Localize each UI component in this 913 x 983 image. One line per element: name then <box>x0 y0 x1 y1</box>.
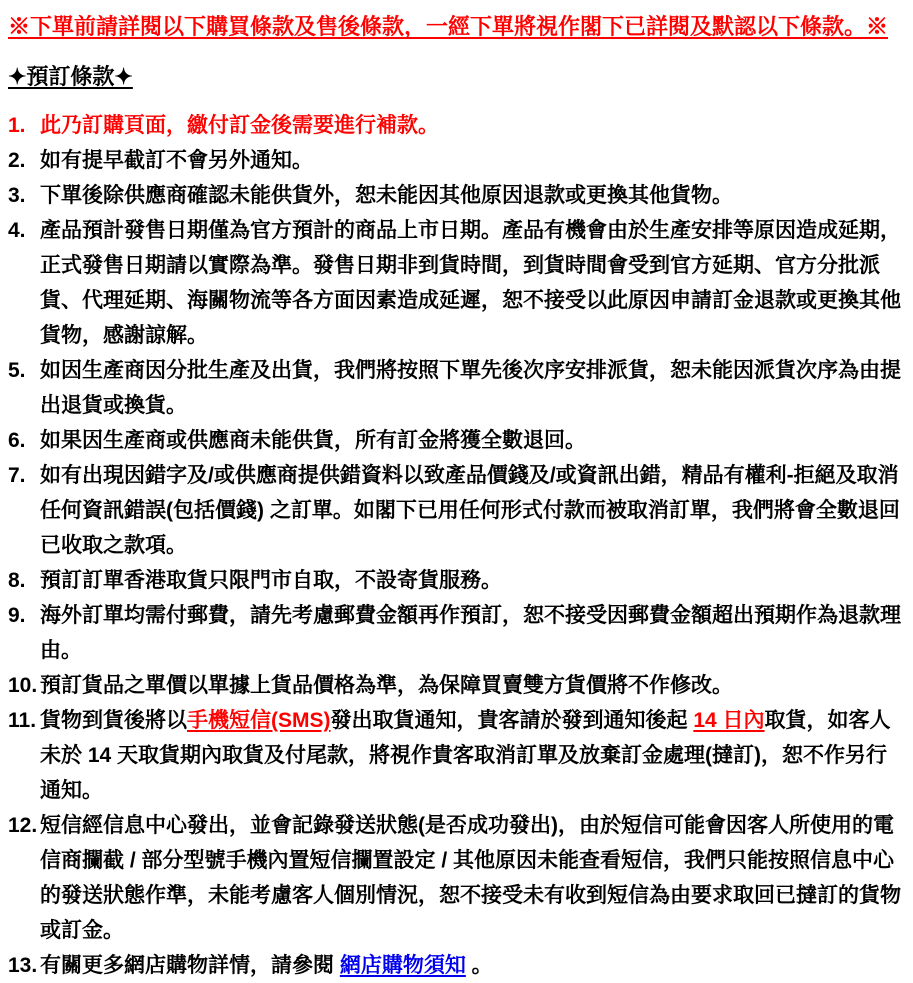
term-segment: 預訂訂單香港取貨只限門市自取，不設寄貨服務。 <box>40 569 502 592</box>
term-number: 1. <box>8 114 26 137</box>
term-text <box>40 219 901 347</box>
term-item-8 <box>8 563 905 598</box>
term-item-12 <box>8 808 905 948</box>
term-segment: 取貨，如客人未於 14 天取貨期內取貨及付尾款，將視作貴客取消訂單及放棄訂金處理(撻訂)，恕不作另行通知。 <box>40 709 891 802</box>
term-segment: 海外訂單均需付郵費，請先考慮郵費金額再作預訂，恕不接受因郵費金額超出預期作為退款理由。 <box>40 604 901 662</box>
term-segment: 短信經信息中心發出，並會記錄發送狀態(是否成功發出)，由於短信可能會因客人所使用的電信商攔截 / 部分型號手機內置短信攔置設定 / 其他原因未能查看短信，我們只能按照信息中心的發送狀態作準，未能考慮客人個別情況，恕不接受未有收到短信為由要求取回已撻訂的貨物或訂金。 <box>40 814 901 942</box>
term-item-7 <box>8 458 905 563</box>
term-segment: 貨物到貨後將以 <box>40 709 187 732</box>
sms-highlight: 手機短信(SMS) <box>187 709 331 732</box>
term-number: 10. <box>8 674 38 697</box>
terms-list <box>8 108 905 983</box>
purchase-notice-header: ※下單前請詳閱以下購買條款及售後條款，一經下單將視作閣下已詳閱及默認以下條款。※ <box>8 14 889 39</box>
term-number: 7. <box>8 464 26 487</box>
term-text <box>40 464 900 557</box>
term-item-4 <box>8 213 905 353</box>
term-item-6 <box>8 423 905 458</box>
term-number: 2. <box>8 149 26 172</box>
term-segment: 。 <box>465 954 493 977</box>
term-text <box>40 674 733 697</box>
term-number: 6. <box>8 429 26 452</box>
term-segment: 發出取貨通知，貴客請於發到通知後起 <box>330 709 694 732</box>
term-number: 5. <box>8 359 26 382</box>
term-text <box>40 604 901 662</box>
term-text <box>40 429 586 452</box>
term-item-3 <box>8 178 905 213</box>
pickup-deadline-highlight: 14 日內 <box>693 709 765 732</box>
term-text <box>40 814 901 942</box>
shop-guide-link[interactable]: 網店購物須知 <box>339 954 466 977</box>
term-item-9 <box>8 598 905 668</box>
term-item-11 <box>8 703 905 808</box>
term-segment: 如果因生產商或供應商未能供貨，所有訂金將獲全數退回。 <box>40 429 586 452</box>
term-text <box>40 954 493 977</box>
term-segment: 如有出現因錯字及/或供應商提供錯資料以致產品價錢及/或資訊出錯，精品有權利-拒絕及取消任何資訊錯誤(包括價錢) 之訂單。如閣下已用任何形式付款而被取消訂單，我們將會全數退回已收取之款項。 <box>40 464 900 557</box>
term-text <box>40 149 313 172</box>
term-segment: 預訂貨品之單價以單據上貨品價格為準，為保障買賣雙方貨價將不作修改。 <box>40 674 733 697</box>
term-number: 3. <box>8 184 26 207</box>
term-number: 11. <box>8 709 37 732</box>
term-number: 8. <box>8 569 26 592</box>
term-number: 12. <box>8 814 38 837</box>
preorder-terms-title: ✦預訂條款✦ <box>8 64 133 89</box>
term-text <box>40 184 733 207</box>
term-segment: 有關更多網店購物詳情，請參閱 <box>40 954 340 977</box>
term-item-13 <box>8 948 905 983</box>
term-number: 13. <box>8 954 38 977</box>
term-segment: 如因生產商因分批生產及出貨，我們將按照下單先後次序安排派貨，恕未能因派貨次序為由提出退貨或換貨。 <box>40 359 901 417</box>
term-item-1 <box>8 108 905 143</box>
term-text <box>40 709 891 802</box>
term-number: 9. <box>8 604 26 627</box>
term-text <box>40 359 901 417</box>
term-segment: 此乃訂購頁面，繳付訂金後需要進行補款。 <box>40 114 439 137</box>
term-number: 4. <box>8 219 26 242</box>
term-segment: 下單後除供應商確認未能供貨外，恕未能因其他原因退款或更換其他貨物。 <box>40 184 733 207</box>
term-segment: 產品預計發售日期僅為官方預計的商品上市日期。產品有機會由於生產安排等原因造成延期，正式發售日期請以實際為準。發售日期非到貨時間，到貨時間會受到官方延期、官方分批派貨、代理延期、海關物流等各方面因素造成延遲，恕不接受以此原因申請訂金退款或更換其他貨物，感謝諒解。 <box>40 219 901 347</box>
term-item-10 <box>8 668 905 703</box>
term-item-5 <box>8 353 905 423</box>
term-text <box>40 114 439 137</box>
term-text <box>40 569 502 592</box>
term-item-2 <box>8 143 905 178</box>
term-segment: 如有提早截訂不會另外通知。 <box>40 149 313 172</box>
